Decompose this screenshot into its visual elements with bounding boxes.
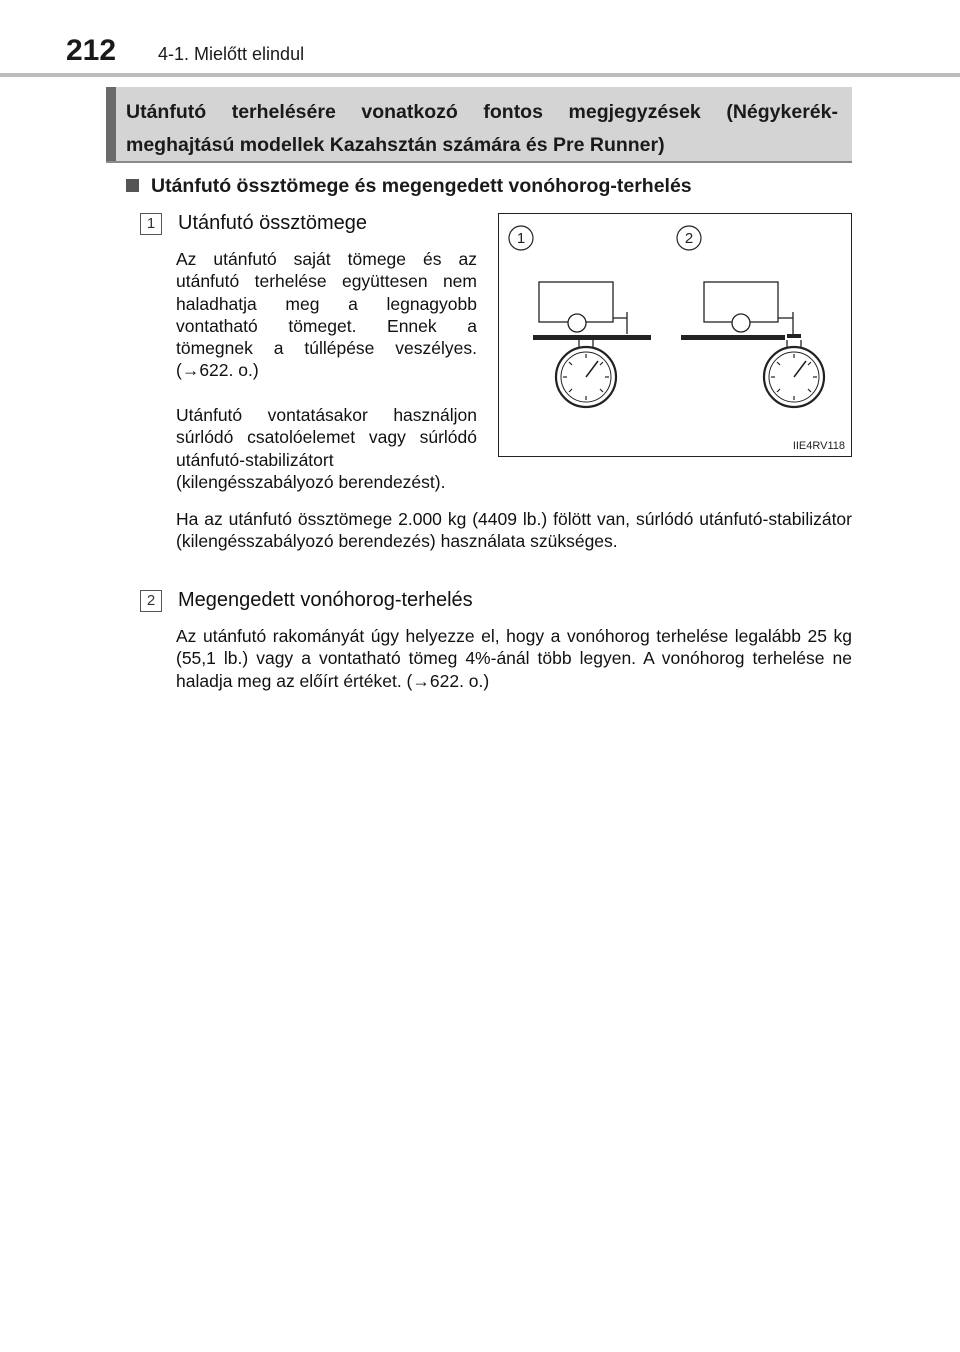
item-number-badge: 1 <box>140 213 162 235</box>
item-number-badge: 2 <box>140 590 162 612</box>
header-divider <box>0 73 960 77</box>
figure-code: IIE4RV118 <box>792 440 845 452</box>
page-number: 212 <box>66 34 117 67</box>
square-bullet-icon <box>126 179 139 192</box>
callout-2-label: 2 <box>684 230 694 247</box>
scale-gauge-icon <box>556 347 616 407</box>
item-paragraph: Az utánfutó rakományát úgy helyezze el, hogy a vonóhorog terhelése legalább 25 kg (55,1 lb.) vagy a vontatható tömeg 4%-ánál több legyen. A vonóhorog terhelése ne haladja meg az előírt értéket. (→622. o.) <box>176 626 852 691</box>
trailer-weight-figure <box>498 213 852 457</box>
notice-title: Utánfutó terhelésére vonatkozó fontos megjegyzések (Négykerék-meghajtású modellek Kazahsztán számára és Pre Runner) <box>126 101 838 156</box>
subheading <box>126 175 692 198</box>
trailer-on-scale-icon <box>533 282 651 348</box>
trailer-scale-illustration <box>499 214 851 456</box>
item-paragraph: Az utánfutó saját tömege és az utánfutó terhelése együttesen nem haladhatja meg a legnagyobb vontatható tömeget. Ennek a tömegnek a túllépése veszélyes. (→622. o.) <box>176 249 477 381</box>
subheading-text: Utánfutó össztömege és megengedett vonóhorog-terhelés <box>151 175 692 197</box>
trailer-tongue-on-scale-icon <box>681 282 801 348</box>
item-paragraph: Utánfutó vontatásakor használjon súrlódó csatolóelemet vagy súrlódó utánfutó-stabilizátort (kilengésszabályozó berendezést). <box>176 405 477 492</box>
scale-gauge-icon <box>764 347 824 407</box>
item-title: Megengedett vonóhorog-terhelés <box>178 589 473 611</box>
section-title: 4-1. Mielőtt elindul <box>158 44 305 64</box>
item-paragraph: Ha az utánfutó össztömege 2.000 kg (4409 lb.) fölött van, súrlódó utánfutó-stabilizátor (kilengésszabályozó berendezés) használata szükséges. <box>176 509 852 552</box>
notice-title-box <box>106 87 852 161</box>
item-title: Utánfutó össztömege <box>178 212 367 234</box>
title-box-underline <box>106 161 852 163</box>
callout-1-label: 1 <box>516 230 526 247</box>
